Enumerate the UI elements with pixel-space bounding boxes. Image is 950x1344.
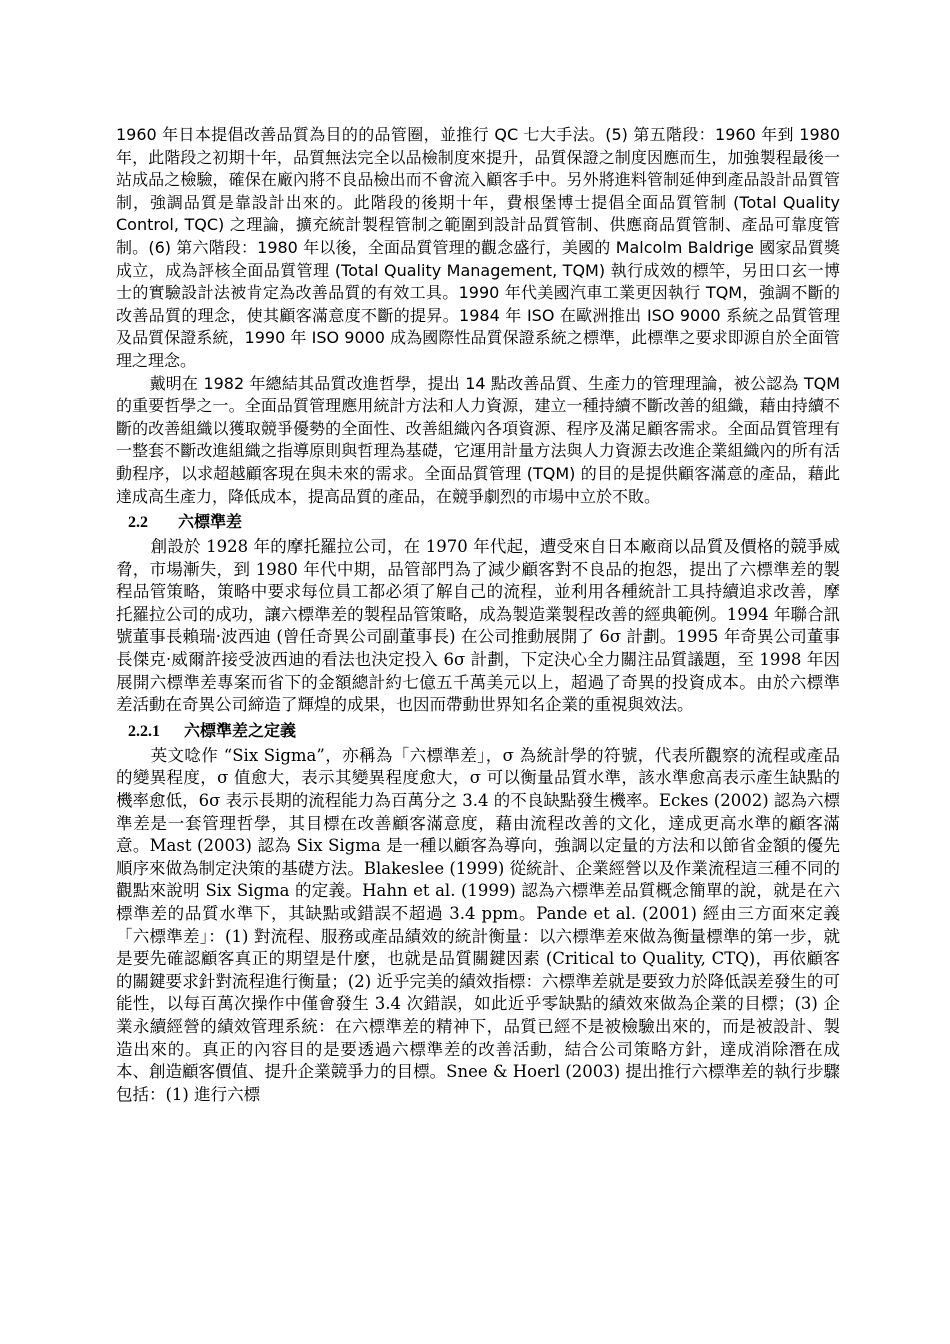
subsection-heading: [128, 719, 840, 744]
subsection-number: 2.2.1: [128, 722, 160, 740]
body-paragraph: 英文唸作 “Six Sigma”，亦稱為「六標準差」，σ 為統計學的符號，代表所觀察的流程或產品的變異程度，σ 值愈大，表示其變異程度愈大，σ 可以衡量品質水準，該水準愈高表示產生缺點的機率愈低，6σ 表示長期的流程能力為百萬分之 3.4 的不良缺點發生機率。Eckes (2002) 認為六標準差是一套管理哲學，其目標在改善顧客滿意度，藉由流程改善的文化，達成更高水準的顧客滿意。Mast (2003) 認為 Six Sigma 是一種以顧客為導向，強調以定量的方法和以節省金額的優先順序來做為制定決策的基礎方法。Blakeslee (1999) 從統計、企業經營以及作業流程這三種不同的觀點來說明 Six Sigma 的定義。Hahn et al. (1999) 認為六標準差品質概念簡單的說，就是在六標準差的品質水準下，其缺點或錯誤不超過 3.4 ppm。Pande et al. (2001) 經由三方面來定義「六標準差」：(1) 對流程、服務或產品績效的統計衡量：以六標準差來做為衡量標準的第一步，就是要先確認顧客真正的期望是什麼，也就是品質關鍵因素 (Critical to Quality, CTQ)，再依顧客的關鍵要求針對流程進行衡量；(2) 近乎完美的績效指標：六標準差就是要致力於降低誤差發生的可能性，以每百萬次操作中僅會發生 3.4 次錯誤，如此近乎零缺點的績效來做為企業的目標；(3) 企業永續經營的績效管理系統：在六標準差的精神下，品質已經不是被檢驗出來的，而是被設計、製造出來的。真正的內容目的是要透過六標準差的改善活動，結合公司策略方針，達成消除潛在成本、創造顧客價值、提升企業競爭力的目標。Snee & Hoerl (2003) 提出推行六標準差的執行步驟包括：(1) 進行六標: [116, 745, 840, 1104]
body-paragraph: 戴明在 1982 年總結其品質改進哲學，提出 14 點改善品質、生產力的管理理論，被公認為 TQM 的重要哲學之一。全面品質管理應用統計方法和人力資源，建立一種持續不斷改善的組織，藉由持續不斷的改善組織以獲取競爭優勢的全面性、改善組織內各項資源、程序及滿足顧客需求。全面品質管理有一整套不斷改進組織之指導原則與哲理為基礎，它運用計量方法與人力資源去改進企業組織內的所有活動程序，以求超越顧客現在與未來的需求。全面品質管理 (TQM) 的目的是提供顧客滿意的產品，藉此達成高生產力，降低成本，提高品質的產品，在競爭劇烈的市場中立於不敗。: [116, 373, 840, 506]
document-page: [116, 124, 840, 1106]
section-heading: [128, 510, 840, 535]
body-paragraph: 創設於 1928 年的摩托羅拉公司，在 1970 年代起，遭受來自日本廠商以品質及價格的競爭威脅，市場漸失，到 1980 年代中期，品管部門為了減少顧客對不良品的抱怨，提出了六標準差的製程品管策略，策略中要求每位員工都必須了解自己的流程，並利用各種統計工具持續追求改善，摩托羅拉公司的成功，讓六標準差的製程品管策略，成為製造業製程改善的經典範例。1994 年聯合訊號董事長賴瑞·波西迪 (曾任奇異公司副董事長) 在公司推動展開了 6σ 計劃。1995 年奇異公司董事長傑克·威爾許接受波西迪的看法也決定投入 6σ 計劃，下定決心全力關注品質議題，至 1998 年因展開六標準差專案而省下的金額總計約七億五千萬美元以上，超過了奇異的投資成本。由於六標準差活動在奇異公司締造了輝煌的成果，也因而帶動世界知名企業的重視與效法。: [116, 537, 840, 715]
section-number: 2.2: [128, 514, 148, 532]
subsection-title: 六標準差之定義: [184, 720, 297, 740]
section-title: 六標準差: [178, 512, 243, 532]
body-paragraph: 1960 年日本提倡改善品質為目的的品管圈，並推行 QC 七大手法。(5) 第五階段：1960 年到 1980 年，此階段之初期十年，品質無法完全以品檢制度來提升，品質保證之制度因應而生，加強製程最後一站成品之檢驗，確保在廠內將不良品檢出而不會流入顧客手中。另外將進料管制延伸到產品設計品質管制，強調品質是靠設計出來的。此階段的後期十年，費根堡博士提倡全面品質管制 (Total Quality Control, TQC) 之理論，擴充統計製程管制之範圍到設計品質管制、供應商品質管制、產品可靠度管制。(6) 第六階段：1980 年以後，全面品質管理的觀念盛行，美國的 Malcolm Baldrige 國家品質獎成立，成為評核全面品質管理 (Total Quality Management, TQM) 執行成效的標竿，另田口玄一博士的實驗設計法被肯定為改善品質的有效工具。1990 年代美國汽車工業更因執行 TQM，強調不斷的改善品質的理念，使其顧客滿意度不斷的提昇。1984 年 ISO 在歐洲推出 ISO 9000 系統之品質管理及品質保證系統，1990 年 ISO 9000 成為國際性品質保證系統之標準，此標準之要求即源自於全面管理之理念。: [116, 125, 840, 370]
